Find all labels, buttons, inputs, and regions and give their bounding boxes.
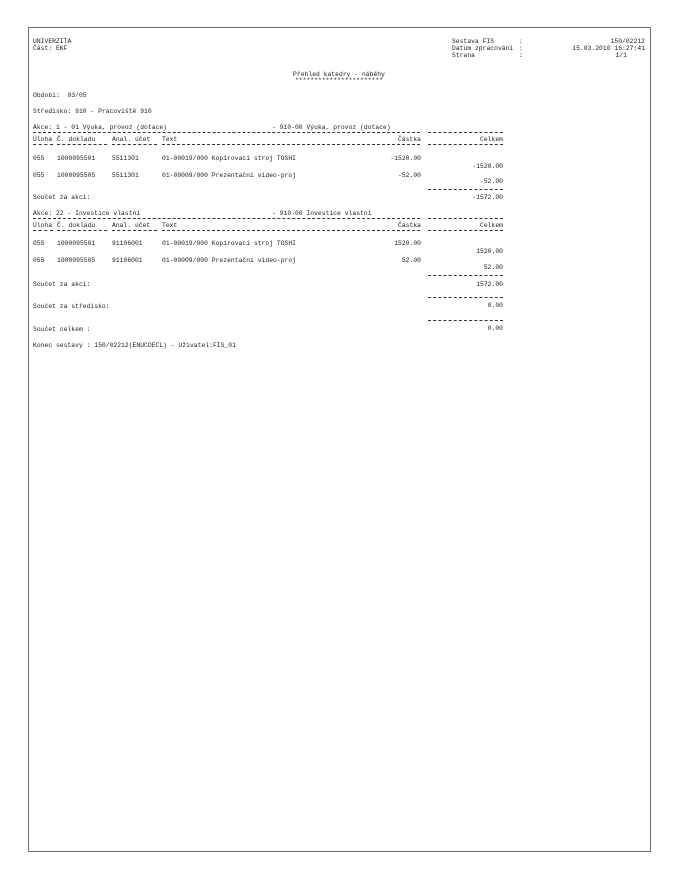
row-celkem: -1520.00 [472, 163, 503, 170]
section-2-akce-detail: - 910-00 Investice vlastní [272, 210, 372, 217]
col-celkem: Celkem [480, 136, 503, 143]
col-ucet: Anal. účet [112, 222, 151, 229]
col-doklad: Č. dokladu [57, 136, 96, 143]
section-sum-value: -1572.00 [472, 194, 503, 201]
row-doklad: 1000095505 [57, 172, 96, 179]
divider [428, 218, 503, 219]
divider [428, 275, 503, 276]
row-text: 01-00019/000 Kopírovací stroj TOSHI [162, 240, 297, 247]
row-doklad: 1000095501 [57, 240, 96, 247]
row-celkem: 52.00 [483, 264, 503, 271]
row-castka: -52.00 [398, 172, 421, 179]
section-1-akce-detail: - 910-00 Výuka, provoz (dotace) [272, 124, 391, 131]
row-ucet: 91106001 [112, 240, 143, 247]
divider [33, 218, 420, 219]
divider [162, 230, 420, 231]
divider [57, 144, 107, 145]
period: Období: 03/05 [33, 92, 87, 99]
page-number: 1/1 [615, 52, 627, 59]
row-castka: 52.00 [401, 257, 421, 264]
processing-date: 15.03.2010 16:27:41 [572, 45, 645, 52]
divider [112, 230, 157, 231]
cost-center: Středisko: 910 - Pracoviště 910 [33, 108, 152, 115]
row-celkem: -52.00 [480, 178, 503, 185]
row-uloha: 055 [33, 257, 45, 264]
col-text: Text [162, 136, 178, 143]
col-celkem: Celkem [480, 222, 503, 229]
divider [428, 320, 503, 321]
unit-name: Část: EKF [33, 45, 68, 52]
row-doklad: 1000095505 [57, 257, 96, 264]
divider [428, 230, 503, 231]
org-name: UNIVERZITA [33, 38, 72, 45]
col-doklad: Č. dokladu [57, 222, 96, 229]
col-ucet: Anal. účet [112, 136, 151, 143]
row-text: 01-00009/000 Prezentační video-proj [162, 257, 297, 264]
divider [162, 144, 420, 145]
row-ucet: 5511301 [112, 155, 139, 162]
report-label: Sestava FIS [452, 38, 495, 45]
divider [57, 230, 107, 231]
row-uloha: 055 [33, 240, 45, 247]
page-label: Strana [452, 52, 475, 59]
row-castka: -1520.00 [390, 155, 421, 162]
row-uloha: 055 [33, 155, 45, 162]
row-ucet: 5511301 [112, 172, 139, 179]
divider [428, 132, 503, 133]
col-castka: Částka [398, 136, 421, 143]
divider [33, 144, 53, 145]
date-label: Datum zpracování [452, 45, 514, 52]
section-1-akce: Akce: 1 - 01 Výuka, provoz (dotace) [33, 124, 168, 131]
col-castka: Částka [398, 222, 421, 229]
report-page [28, 27, 651, 852]
section-sum-value: 1572.00 [476, 281, 503, 288]
row-text: 01-00019/000 Kopírovací stroj TOSHI [162, 155, 297, 162]
section-sum-label: Součet za akci: [33, 281, 91, 288]
divider [428, 297, 503, 298]
section-sum-label: Součet za akci: [33, 194, 91, 201]
center-sum-label: Součet za středisko: [33, 303, 110, 310]
center-sum-value: 0.00 [487, 302, 503, 309]
divider [112, 144, 157, 145]
report-sep: : [519, 38, 523, 45]
date-sep: : [519, 45, 523, 52]
col-uloha: Úloha [33, 222, 53, 229]
row-ucet: 91106001 [112, 257, 143, 264]
report-footer: Konec sestavy : 150/02212(ENUCDECL) - Uživatel:FIS_01 [33, 342, 236, 349]
divider [33, 230, 53, 231]
total-value: 0.00 [487, 325, 503, 332]
divider [33, 132, 420, 133]
row-castka: 1520.00 [394, 240, 421, 247]
row-uloha: 055 [33, 172, 45, 179]
col-uloha: Úloha [33, 136, 53, 143]
section-2-akce: Akce: 22 - Investice vlastní [33, 210, 141, 217]
row-text: 01-00009/000 Prezentační video-proj [162, 172, 297, 179]
row-doklad: 1000095501 [57, 155, 96, 162]
row-celkem: 1520.00 [476, 248, 503, 255]
col-text: Text [162, 222, 178, 229]
title-underline: *********************** [294, 77, 384, 84]
page-sep: : [519, 52, 523, 59]
report-title: Přehled katedry - náběhy [293, 71, 385, 78]
total-label: Součet celkem : [33, 326, 91, 333]
divider [428, 189, 503, 190]
divider [428, 144, 503, 145]
report-number: 150/02212 [610, 38, 645, 45]
